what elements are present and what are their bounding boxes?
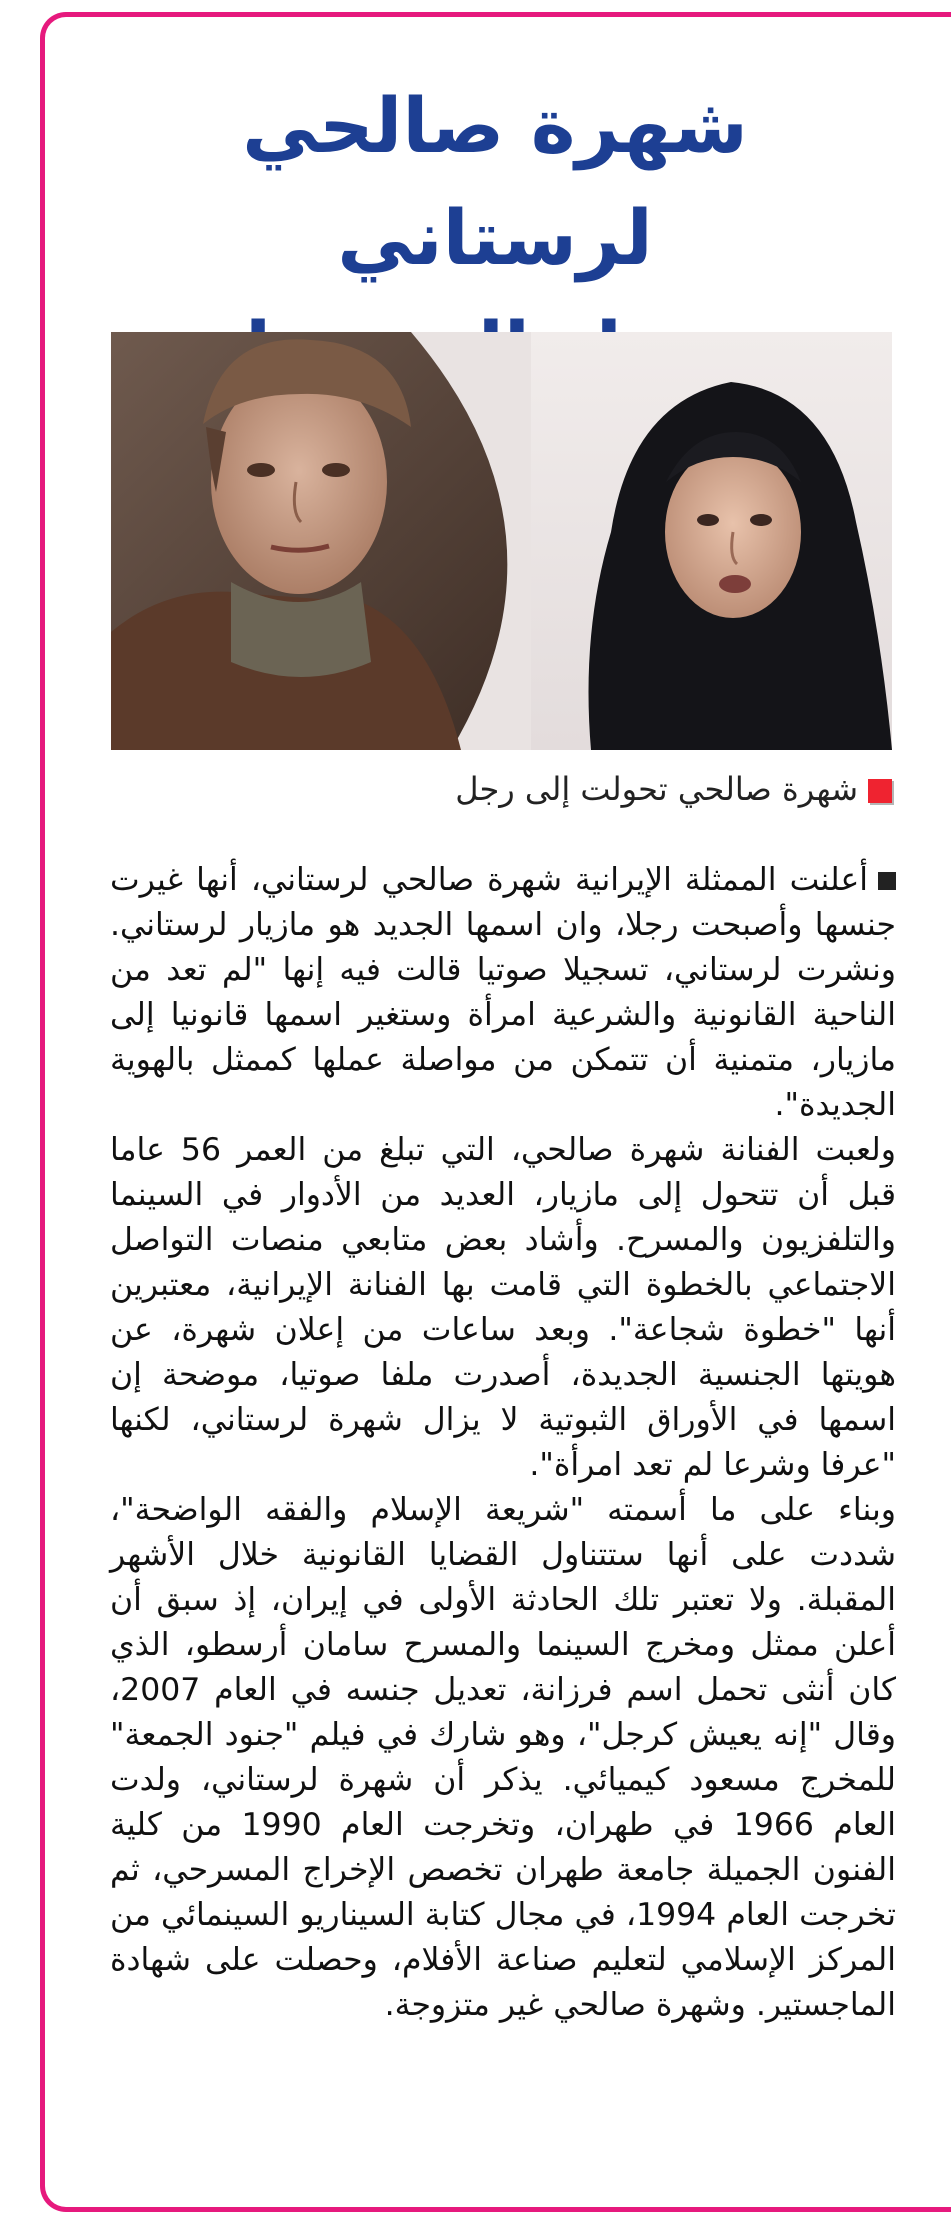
paragraph-bullet-icon <box>878 872 896 890</box>
article-paragraph-3: وبناء على ما أسمته "شريعة الإسلام والفقه الواضحة"، شددت على أنها ستتناول القضايا القانونية خلال الأشهر المقبلة. ولا تعتبر تلك الحادثة الأولى في إيران، إذ سبق أن أعلن ممثل ومخرج السينما والمسرح سامان أرسطو، الذي كان أنثى تحمل اسم فرزانة، تعديل جنسه في العام 2007، وقال "إنه يعيش كرجل"، وهو شارك في فيلم "جنود الجمعة" للمخرج مسعود كيميائي. يذكر أن شهرة لرستاني، ولدت العام 1966 في طهران، وتخرجت العام 1990 من كلية الفنون الجميلة جامعة طهران تخصص الإخراج المسرحي، ثم تخرجت العام 1994، في مجال كتابة السيناريو السينمائي من المركز الإسلامي لتعليم صناعة الأفلام، وحصلت على شهادة الماجستير. وشهرة صالحي غير متزوجة. <box>110 1492 896 2023</box>
photo-illustration <box>111 332 892 750</box>
article-paragraph-2: ولعبت الفنانة شهرة صالحي، التي تبلغ من العمر 56 عاما قبل أن تتحول إلى مازيار، العديد من الأدوار في السينما والتلفزيون والمسرح. وأشاد بعض متابعي منصات التواصل الاجتماعي بالخطوة التي قامت بها الفنانة الإيرانية، معتبرين أنها "خطوة شجاعة". وبعد ساعات من إعلان شهرة، عن هويتها الجنسية الجديدة، أصدرت ملفا صوتيا، موضحة إن اسمها في الأوراق الثبوتية لا يزال شهرة لرستاني، لكنها "عرفا وشرعا لم تعد امرأة". <box>110 1132 896 1483</box>
photo-caption-text: شهرة صالحي تحولت إلى رجل <box>455 770 858 808</box>
caption-marker-icon <box>868 779 892 803</box>
article-photo <box>111 332 892 750</box>
article-body <box>110 858 896 2028</box>
article-paragraph-1: أعلنت الممثلة الإيرانية شهرة صالحي لرستاني، أنها غيرت جنسها وأصبحت رجلا، وان اسمها الجديد هو مازيار لرستاني. ونشرت لرستاني، تسجيلا صوتيا قالت فيه إنها "لم تعد من الناحية القانونية والشرعية امرأة وستغير اسمها قانونيا إلى مازيار، متمنية أن تتمكن من مواصلة عملها كممثل بالهوية الجديدة". <box>110 862 896 1123</box>
photo-caption <box>111 770 892 808</box>
headline-line-1: شهرة صالحي لرستاني <box>242 81 748 282</box>
